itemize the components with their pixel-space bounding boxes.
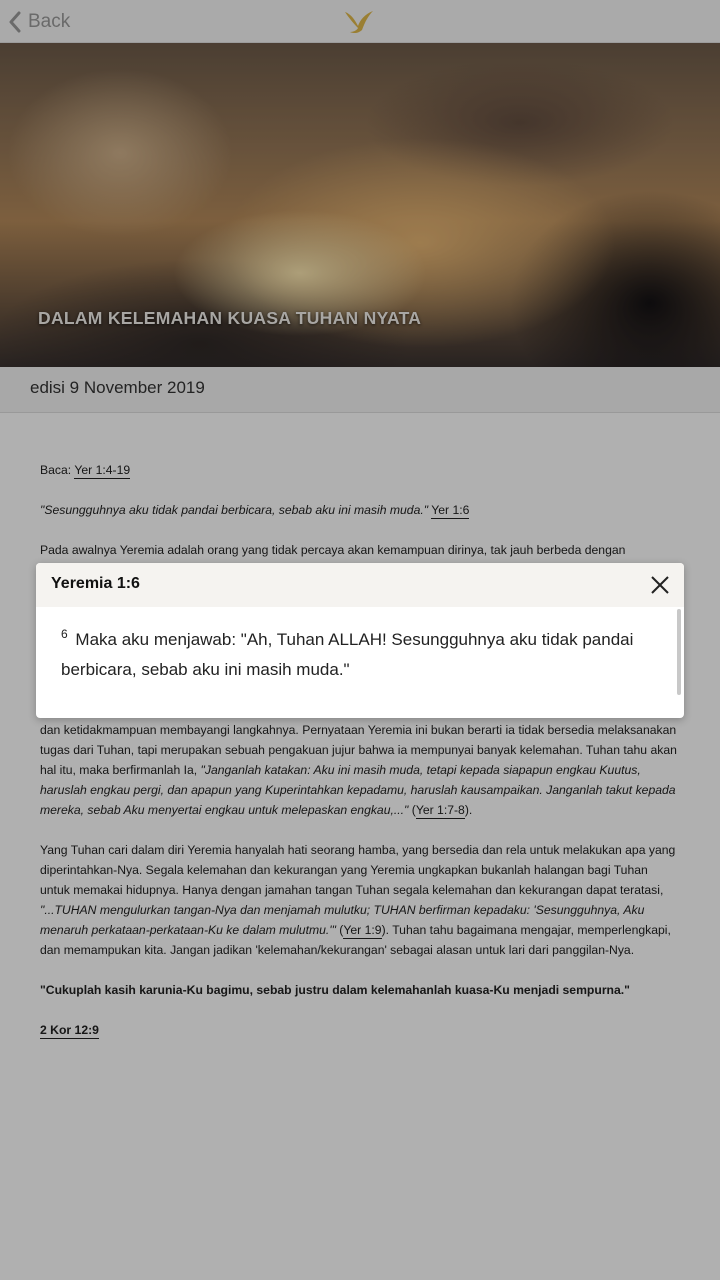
- popup-scrollbar[interactable]: [677, 609, 681, 695]
- quote-ref-link[interactable]: Yer 1:6: [431, 503, 470, 517]
- paragraph-2: dan ketidakmampuan membayangi langkahnya. Pernyataan Yeremia ini bukan berarti ia tidak bersedia melaksanakan tugas dari Tuhan, tapi merupakan sebuah pengakuan jujur bahwa ia mempunyai banyak kelemahan. Tuhan tahu akan hal itu, maka berfirmanlah Ia, "Janganlah katakan: Aku ini masih muda, tetapi kepada siapapun engkau Kuutus, haruslah engkau pergi, dan apapun yang Kuperintahkan kepadamu, haruslah kausampaikan. Janganlah takut kepada mereka, sebab Aku menyertai engkau untuk melepaskan engkau,..." (Yer 1:7-8).: [40, 723, 677, 817]
- key-verse: "Sesungguhnya aku tidak pandai berbicara, sebab aku ini masih muda." Yer 1:6: [40, 503, 470, 517]
- popup-verse: [61, 625, 661, 685]
- edition-date: edisi 9 November 2019: [30, 378, 205, 397]
- popup-header: [36, 563, 684, 607]
- popup-title: Yeremia 1:6: [51, 575, 140, 592]
- paragraph-3: Yang Tuhan cari dalam diri Yeremia hanyalah hati seorang hamba, yang bersedia dan rela untuk melakukan apa yang diperintahkan-Nya. Segala kelemahan dan kekurangan yang Yeremia ungkapkan bukanlah halangan bagi Tuhan untuk memakai hidupnya. Hanya dengan jamahan tangan Tuhan segala kelemahan dan kekurangan dapat teratasi, "...TUHAN mengulurkan tangan-Nya dan menjamah mulutku; TUHAN berfirman kepadaku: 'Sesungguhnya, Aku menaruh perkataan-perkataan-Ku ke dalam mulutmu.'" (Yer 1:9). Tuhan tahu bagaimana mengajar, memperlengkapi, dan memampukan kita. Jangan jadikan 'kelemahan/kekurangan' sebagai alasan untuk lari dari panggilan-Nya.: [40, 843, 676, 957]
- close-icon[interactable]: [648, 573, 672, 597]
- read-line: Baca: Yer 1:4-19: [40, 463, 131, 477]
- para3-ref-link[interactable]: Yer 1:9: [343, 923, 382, 937]
- closing-quote: "Cukuplah kasih karunia-Ku bagimu, sebab justru dalam kelemahanlah kuasa-Ku menjadi sempurna.": [40, 983, 630, 997]
- para2-ref-link[interactable]: Yer 1:7-8: [415, 803, 465, 817]
- closing-ref-link[interactable]: 2 Kor 12:9: [40, 1023, 99, 1037]
- verse-number: 6: [61, 627, 68, 642]
- back-label: Back: [28, 11, 71, 32]
- verse-popup: [36, 563, 684, 718]
- read-ref-link[interactable]: Yer 1:4-19: [74, 463, 131, 477]
- paragraph-1: Pada awalnya Yeremia adalah orang yang tidak percaya akan kemampuan dirinya, tak jauh berbeda dengan: [40, 543, 626, 557]
- verse-text: Maka aku menjawab: "Ah, Tuhan ALLAH! Sesungguhnya aku tidak pandai berbicara, sebab aku ini masih muda.": [61, 630, 634, 679]
- article-title: DALAM KELEMAHAN KUASA TUHAN NYATA: [38, 308, 422, 328]
